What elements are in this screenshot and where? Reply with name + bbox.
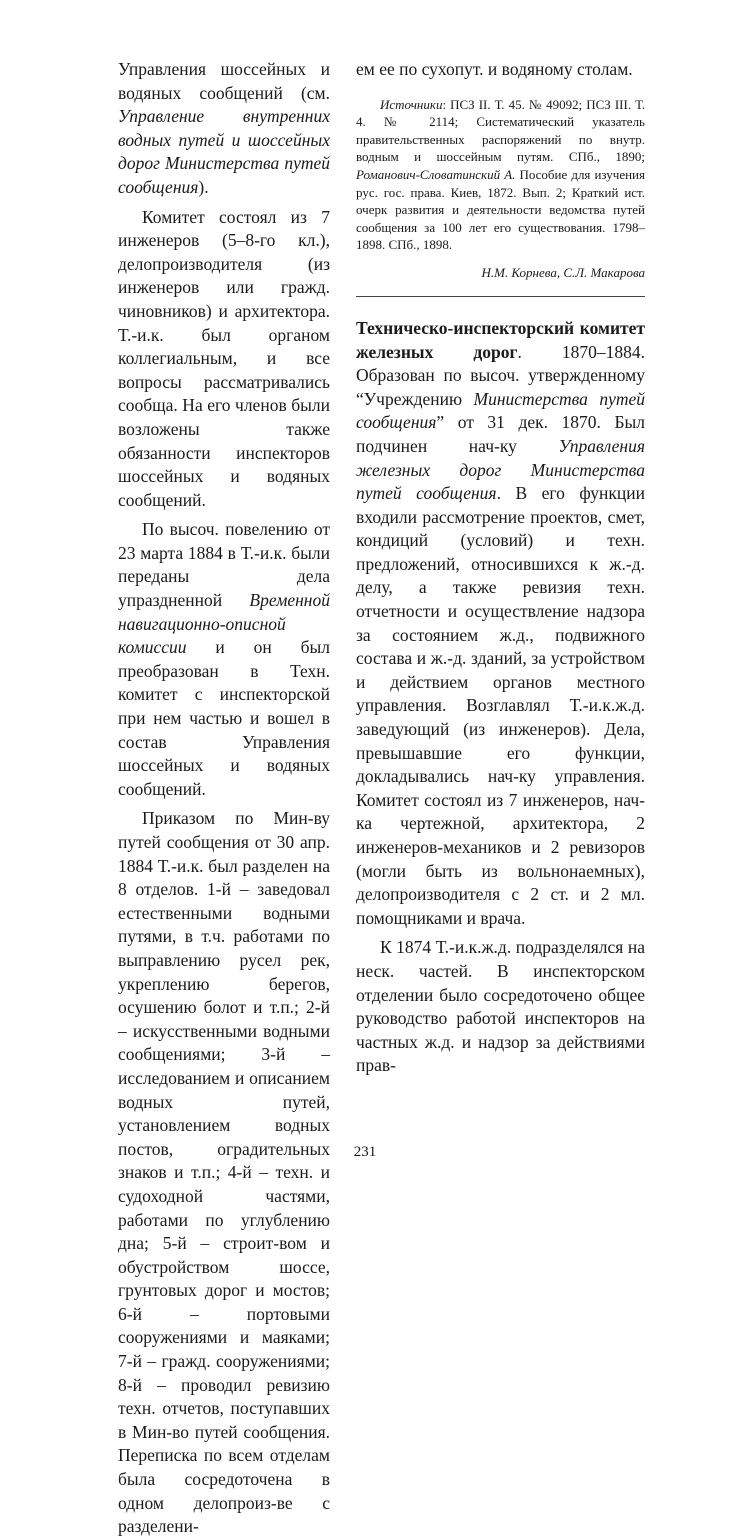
paragraph-continuation-right: ем ее по сухопут. и водяному столам. [356, 59, 633, 79]
cross-reference: Министерства путей сообщения [356, 388, 645, 433]
text-run: и он был преобразован в Техн. комитет с инспекторской при нем частью и вошел в состав Управления шоссейных и водяных сообщений. [118, 637, 330, 799]
page-number: 231 [353, 1144, 377, 1160]
author-citation: Романович-Словатинский А. [356, 166, 516, 182]
paragraph-continuation [118, 58, 330, 200]
entry-title: Техническо-инспекторский комитет железных дорог [356, 317, 645, 362]
text-run: По высоч. повелению от 23 марта 1884 в Т.-и.к. были переданы дела упраздненной [118, 519, 330, 611]
text-run: ). [198, 176, 209, 197]
text-run: ” от 31 дек. 1870. Был подчинен нач-ку [356, 412, 645, 456]
paragraph-departments: Приказом по Мин-ву путей сообщения от 30 апр. 1884 Т.-и.к. был разделен на 8 отделов. 1-й – заведовал естественными водными путями, в т.ч. работами по выправлению русел рек, укреплению берегов, осушению болот и т.п.; 2-й – искусственными водными сообщениями; 3-й – исследованием и описанием водных путей, установлением водных постов, оградительных знаков и т.п.; 4-й – техн. и судоходной частями, работами по углублению дна; 5-й – строит-вом и обустройством шоссе, грунтовых дорог и мостов; 6-й – портовыми сооружениями и маяками; 7-й – гражд. сооружениями; 8-й – проводил ревизию техн. отчетов, поступавших в Мин-во путей сообщения. Переписка по всем отделам была сосредоточена в одном делопроиз-ве с разделени- [118, 808, 330, 1537]
text-run: Пособие для изучения рус. гос. права. Киев, 1872. Вып. 2; Краткий ист. очерк развития и деятельности ведомства путей сообщения за 100 лет его существования. 1798–1898. СПб., 1898. [356, 166, 645, 253]
text-run: . 1870–1884. Образован по высоч. утвержденному “Учреждению [356, 341, 645, 409]
left-column [118, 58, 330, 1539]
cross-reference: Управления железных дорог Министерства путей сообщения [356, 435, 645, 504]
sources-block [356, 96, 645, 254]
paragraph-1874: К 1874 Т.-и.к.ж.д. подразделялся на неск. частей. В инспекторском отделении было сосредоточено общее руководство работой инспекторов на частных ж.д. и надзор за действиями прав- [356, 937, 645, 1076]
entry-divider [356, 296, 645, 297]
paragraph-1884-decree [118, 518, 330, 801]
text-run: Управления шоссейных и водяных сообщений (см. [118, 59, 330, 103]
right-column [356, 58, 645, 1078]
text-run: : ПСЗ II. Т. 45. № 49092; ПСЗ III. Т. 4. № 2114; Систематический указатель правительственных распоряжений по внутр. водным и шоссейным путям. СПб., 1890; [356, 96, 645, 165]
cross-reference: Временной навигационно-описной комиссии [118, 590, 330, 658]
cross-reference: Управление внутренних водных путей и шоссейных дорог Министерства путей сообщения [118, 106, 330, 197]
paragraph-committee-composition: Комитет состоял из 7 инженеров (5–8-го кл.), делопроизводителя (из инженеров или гражд. чиновников) и архитектора. Т.-и.к. был органом коллегиальным, и все вопросы рассматривались сообща. На его членов были возложены также обязанности инспекторов шоссейных и водяных сообщений. [118, 206, 330, 510]
text-run: . В его функции входили рассмотрение проектов, смет, кондиций (условий) и техн. предложений, относившихся к ж.-д. делу, а также ревизия техн. отчетности и осуществление надзора за состоянием ж.д., подвижного состава и ж.-д. зданий, за устройством и действием органов местного управления. Возглавлял Т.-и.к.ж.д. заведующий (из инженеров). Дела, превышавшие его функции, докладывались нач-ку управления. Комитет состоял из 7 инженеров, нач-ка чертежной, архитектора, 2 инженеров-механиков и 2 ревизоров (могли быть из вольнонаемных), делопроизводителя с 2 ст. и 2 мл. помощниками и врача. [356, 483, 645, 928]
entry-railway-committee [356, 317, 645, 930]
sources-label: Источники [380, 96, 443, 112]
article-authors: Н.М. Корнева, С.Л. Макарова [481, 264, 645, 280]
